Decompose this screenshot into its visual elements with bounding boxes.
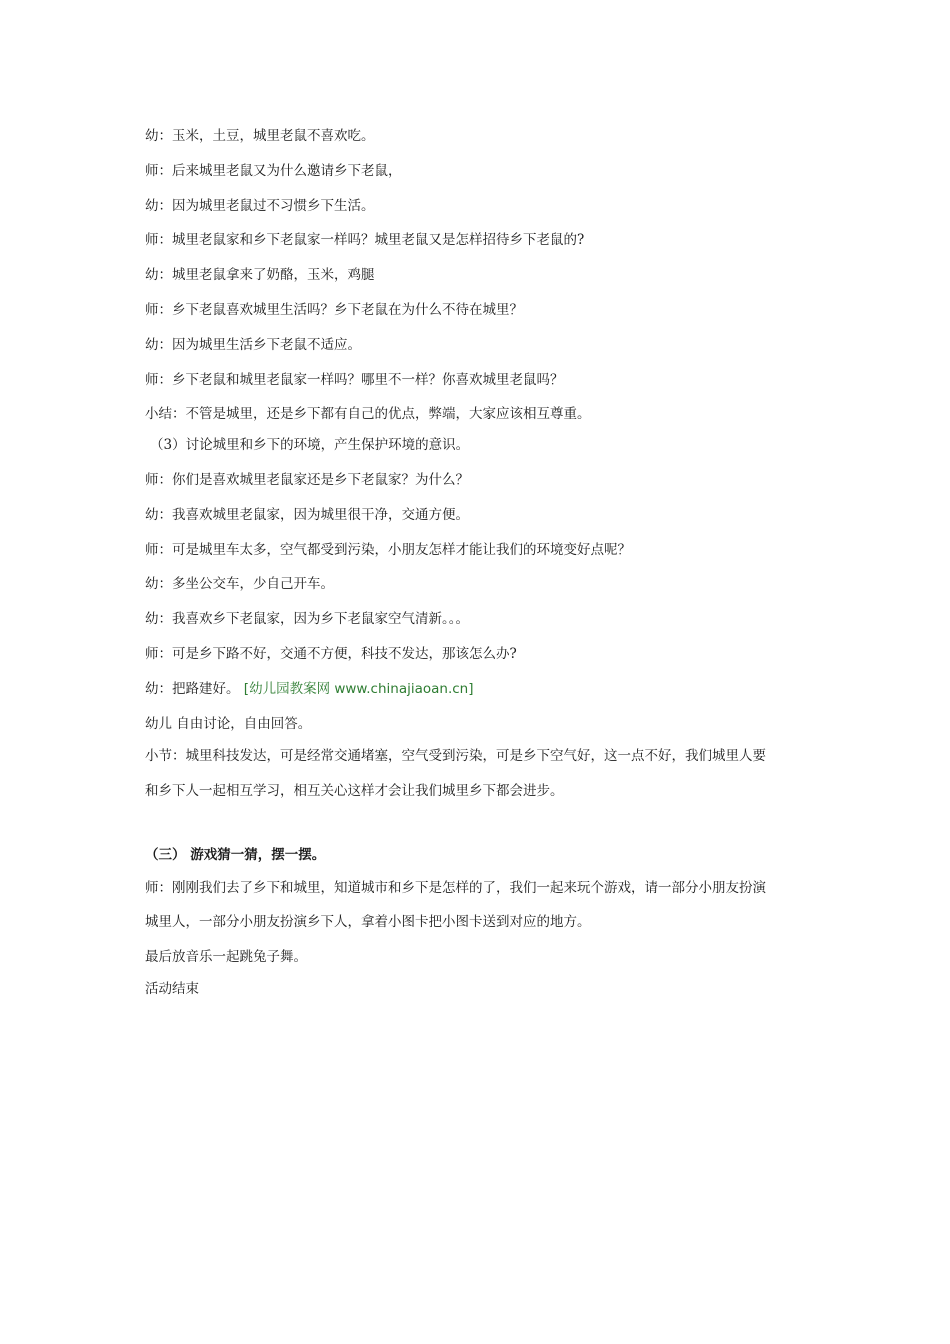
dialogue-line-8: 师：乡下老鼠和城里老鼠家一样吗？哪里不一样？你喜欢城里老鼠吗？ xyxy=(145,372,564,388)
source-link[interactable]: [幼儿园教案网 www.chinajiaoan.cn] xyxy=(243,681,474,697)
summary-line: 小结：不管是城里，还是乡下都有自己的优点，弊端，大家应该相互尊重。 xyxy=(145,406,591,422)
game-line-2: 城里人，一部分小朋友扮演乡下人，拿着小图卡把小图卡送到对应的地方。 xyxy=(145,914,591,930)
dialogue-line-4: 师：城里老鼠家和乡下老鼠家一样吗？城里老鼠又是怎样招待乡下老鼠的? xyxy=(145,232,585,248)
section-summary-line-2: 和乡下人一起相互学习，相互关心这样才会让我们城里乡下都会进步。 xyxy=(145,783,564,799)
dialogue-line-7: 幼：因为城里生活乡下老鼠不适应。 xyxy=(145,337,361,353)
game-section-heading: （三） 游戏猜一猜，摆一摆。 xyxy=(145,847,326,863)
dialogue-line-1: 幼：玉米，土豆，城里老鼠不喜欢吃。 xyxy=(145,128,375,144)
section-summary-line-1: 小节：城里科技发达，可是经常交通堵塞，空气受到污染，可是乡下空气好，这一点不好，我们城里人要 xyxy=(145,748,766,764)
music-line: 最后放音乐一起跳兔子舞。 xyxy=(145,949,307,965)
activity-end-line: 活动结束 xyxy=(145,981,199,997)
section-3-heading: （3）讨论城里和乡下的环境，产生保护环境的意识。 xyxy=(150,437,470,453)
dialogue-line-3: 幼：因为城里老鼠过不习惯乡下生活。 xyxy=(145,198,375,214)
dialogue-line-14: 师：可是乡下路不好，交通不方便，科技不发达，那该怎么办? xyxy=(145,646,517,662)
dialogue-line-12: 幼：多坐公交车，少自己开车。 xyxy=(145,576,334,592)
dialogue-line-15 xyxy=(145,680,810,698)
dialogue-line-6: 师：乡下老鼠喜欢城里生活吗？乡下老鼠在为什么不待在城里？ xyxy=(145,302,523,318)
dialogue-line-11: 师：可是城里车太多，空气都受到污染，小朋友怎样才能让我们的环境变好点呢？ xyxy=(145,542,631,558)
dialogue-line-13: 幼：我喜欢乡下老鼠家，因为乡下老鼠家空气清新。。。 xyxy=(145,611,469,627)
free-discussion-line: 幼儿 自由讨论，自由回答。 xyxy=(145,716,312,732)
game-line-1: 师：刚刚我们去了乡下和城里，知道城市和乡下是怎样的了，我们一起来玩个游戏，请一部分小朋友扮演 xyxy=(145,880,766,896)
dialogue-line-10: 幼：我喜欢城里老鼠家，因为城里很干净，交通方便。 xyxy=(145,507,469,523)
dialogue-line-2: 师：后来城里老鼠又为什么邀请乡下老鼠， xyxy=(145,163,402,179)
dialogue-text: 幼：把路建好。 xyxy=(145,681,240,697)
dialogue-line-5: 幼：城里老鼠拿来了奶酪，玉米，鸡腿 xyxy=(145,267,375,283)
dialogue-line-9: 师：你们是喜欢城里老鼠家还是乡下老鼠家？为什么？ xyxy=(145,472,469,488)
